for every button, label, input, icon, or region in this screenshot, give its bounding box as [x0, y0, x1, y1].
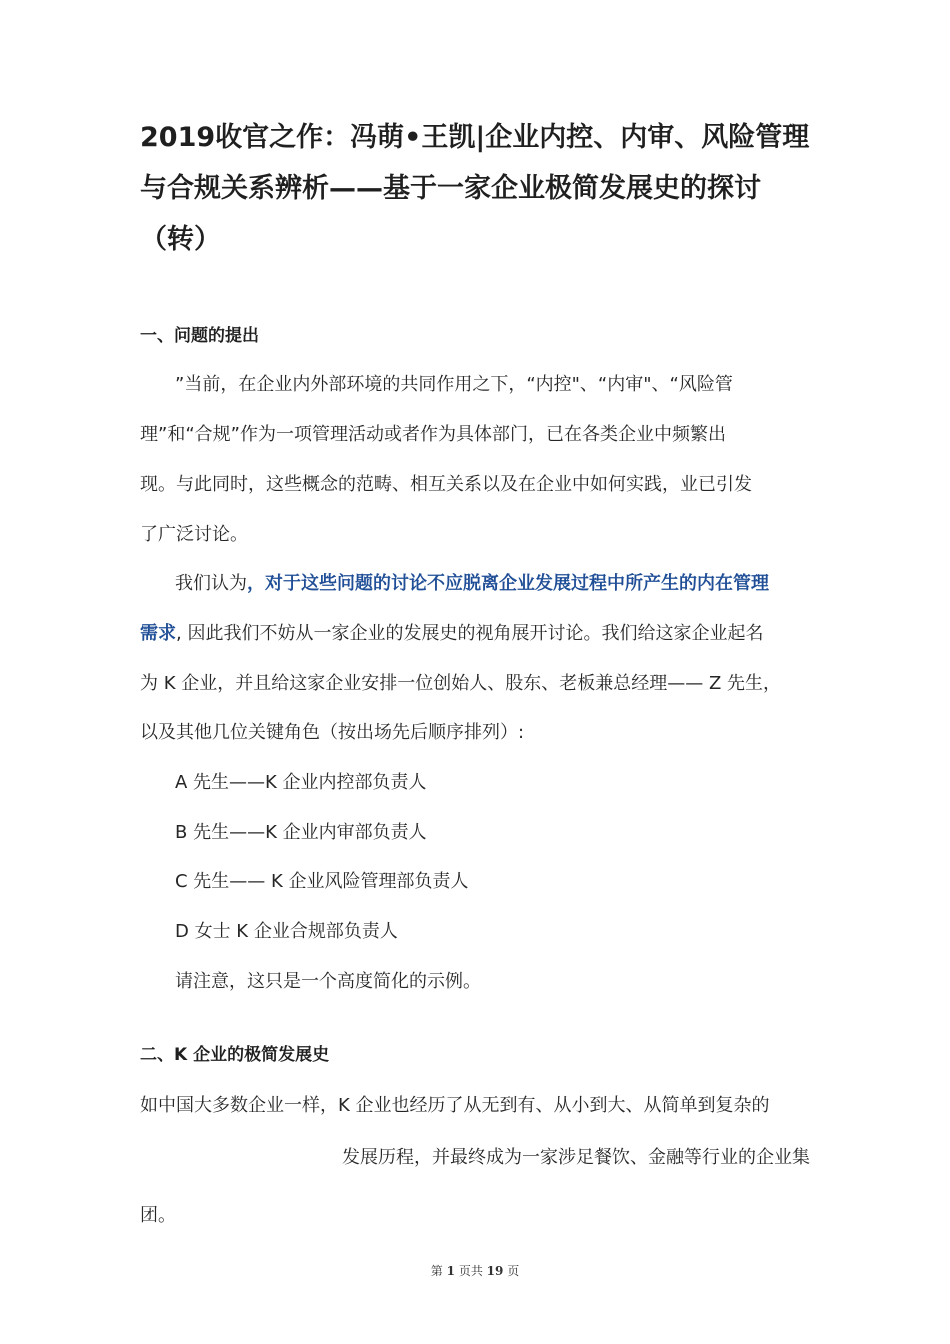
role-item: A 先生——K 企业内控部负责人: [175, 772, 427, 793]
paragraph-2-prefix: 我们认为: [175, 573, 247, 594]
paragraph-2-line-1: [175, 569, 855, 599]
title-line-2: 与合规关系辨析——基于一家企业极简发展史的探讨: [140, 173, 761, 204]
paragraph-2-line-3: 为 K 企业，并且给这家企业安排一位创始人、股东、老板兼总经理—— Z 先生，: [140, 673, 782, 694]
paragraph-1-line-1: ”当前，在企业内外部环境的共同作用之下，“内控"、“内审"、“风险管: [175, 374, 733, 395]
title-line-1: 2019收官之作：冯萌•王凯|企业内控、内审、风险管理: [140, 122, 810, 153]
footer-total-pages: 19: [486, 1264, 504, 1278]
paragraph-2-line-2: [140, 619, 820, 649]
paragraph-2-rest: , 因此我们不妨从一家企业的发展史的视角展开讨论。我们给这家企业起名: [176, 623, 764, 644]
role-item: B 先生——K 企业内审部负责人: [175, 822, 427, 843]
footer-suffix: 页: [507, 1264, 520, 1278]
page-footer: [0, 1262, 950, 1279]
paragraph-1-line-3: 现。与此同时，这些概念的范畴、相互关系以及在企业中如何实践，业已引发: [140, 474, 752, 495]
role-item: D 女士 K 企业合规部负责人: [175, 921, 398, 942]
paragraph-2-highlight-a: ，对于这些问题的讨论不应脱离企业发展过程中所产生的内在管理: [247, 573, 769, 594]
footer-middle: 页共: [458, 1264, 483, 1278]
paragraph-1-line-4: 了广泛讨论。: [140, 524, 248, 545]
paragraph-1-line-2: 理”和“合规”作为一项管理活动或者作为具体部门，已在各类企业中频繁出: [140, 424, 726, 445]
section-2-line-2: 发展历程，并最终成为一家涉足餐饮、金融等行业的企业集: [342, 1147, 810, 1168]
paragraph-2-highlight-b: 需求: [140, 623, 176, 644]
footer-page-number: 1: [446, 1264, 455, 1278]
section-2-line-1: 如中国大多数企业一样，K 企业也经历了从无到有、从小到大、从简单到复杂的: [140, 1095, 770, 1116]
title-line-3: （转）: [140, 224, 221, 255]
note-line: 请注意，这只是一个高度简化的示例。: [175, 971, 481, 992]
paragraph-2-line-4: 以及其他几位关键角色（按出场先后顺序排列）:: [140, 722, 525, 743]
role-item: C 先生—— K 企业风险管理部负责人: [175, 871, 469, 892]
section-1-heading: 一、问题的提出: [140, 326, 259, 346]
footer-prefix: 第: [430, 1264, 443, 1278]
section-2-heading: 二、K 企业的极简发展史: [140, 1045, 330, 1065]
section-2-line-3: 团。: [140, 1205, 176, 1226]
